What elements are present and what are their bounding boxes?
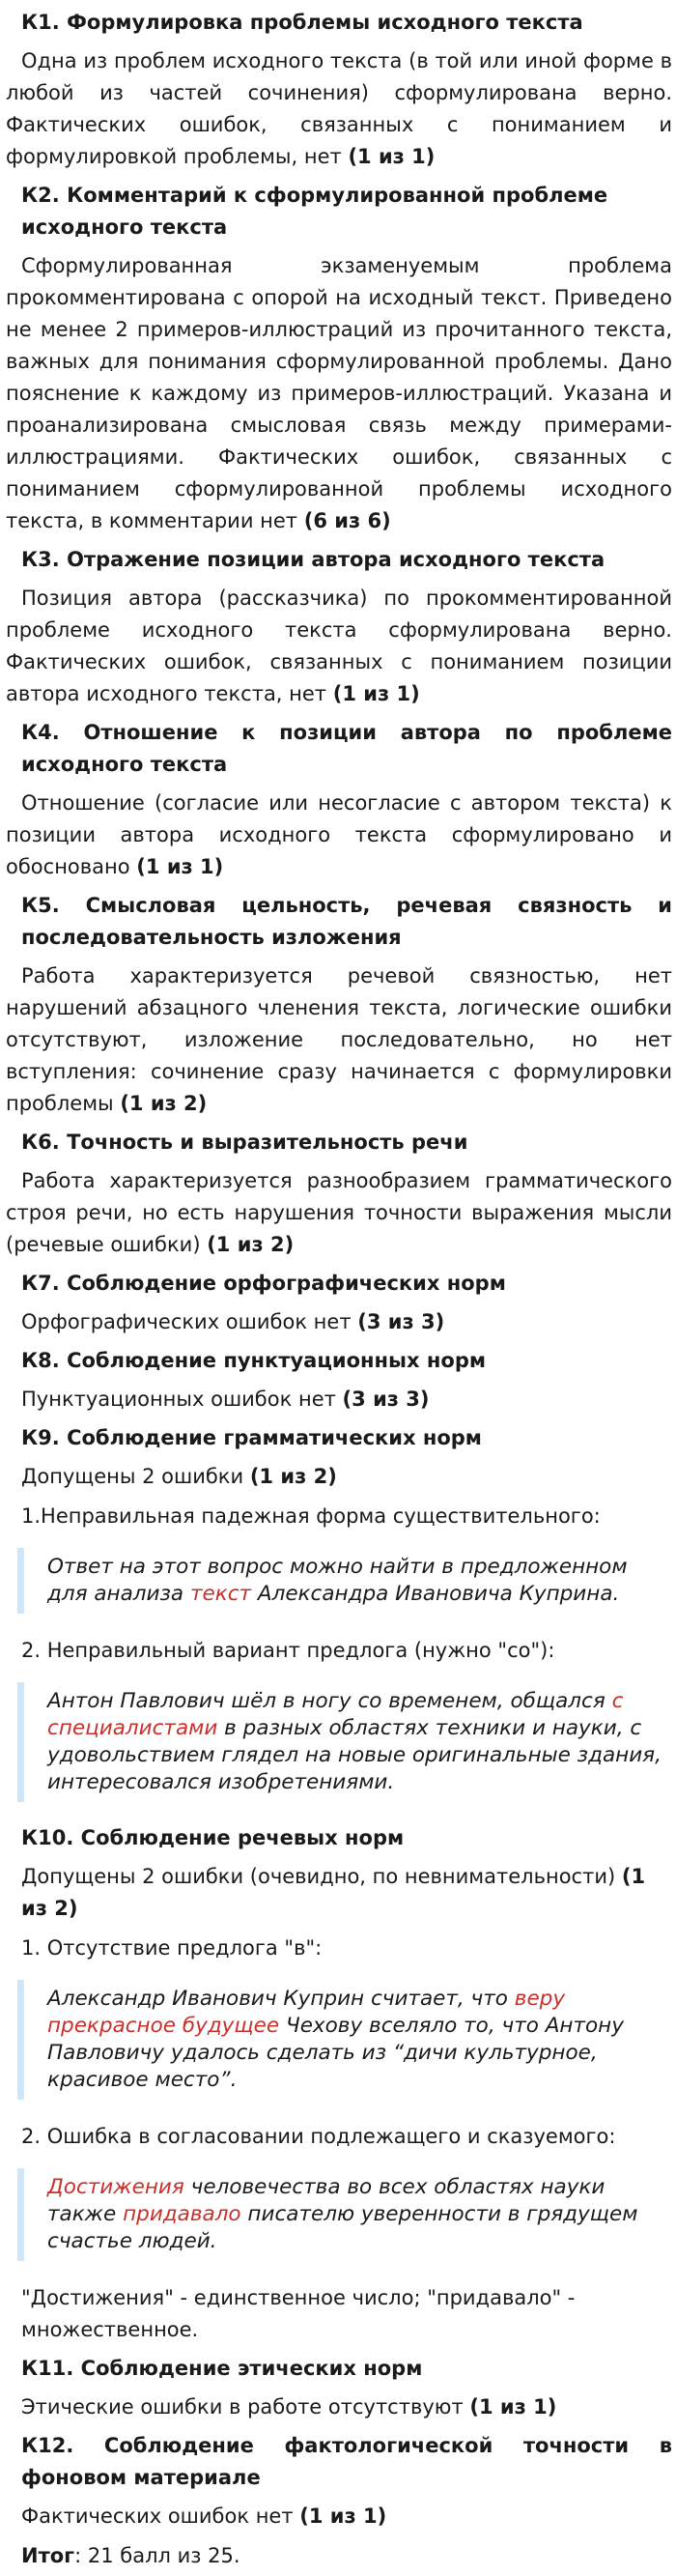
- k10-quote-1: Александр Иванович Куприн считает, что веру прекрасное будущее Чехову вселяло то, что Антону Павловичу удалось сделать из “дичи культурное, красивое место”.: [17, 1980, 676, 2100]
- k3-score: (1 из 1): [332, 682, 420, 705]
- k10-note: "Достижения" - единственное число; "придавало" - множественное.: [21, 2286, 576, 2341]
- k4-heading: К4. Отношение к позиции автора по проблеме исходного текста: [21, 721, 672, 776]
- total-label: Итог: [21, 2544, 75, 2567]
- k1-score: (1 из 1): [348, 145, 436, 168]
- k10-quote-2: Достижения человечества во всех областях науки также придавало писателю уверенности в грядущем счастье людей.: [17, 2168, 676, 2261]
- k6-heading: К6. Точность и выразительность речи: [21, 1131, 468, 1154]
- k10-quote-2-error-predicate: придавало: [123, 2202, 241, 2226]
- k9-text: Допущены 2 ошибки (1 из 2): [21, 1465, 337, 1488]
- k6-score: (1 из 2): [207, 1233, 295, 1256]
- k10-quote-1-error: веру прекрасное будущее: [47, 1987, 566, 2038]
- k9-quote-2: Антон Павлович шёл в ногу со временем, общался с специалистами в разных областях техники и науки, с удовольствием глядел на новые оригинальные здания, интересовался изобретениями.: [17, 1682, 676, 1802]
- k10-heading: К10. Соблюдение речевых норм: [21, 1826, 405, 1849]
- k12-score: (1 из 1): [299, 2504, 387, 2528]
- k10-item-2: 2. Ошибка в согласовании подлежащего и сказуемого:: [21, 2125, 616, 2148]
- k5-heading: К5. Смысловая цельность, речевая связность и последовательность изложения: [21, 894, 672, 949]
- k10-item-1: 1. Отсутствие предлога "в":: [21, 1936, 323, 1960]
- k1-heading: К1. Формулировка проблемы исходного текста: [21, 11, 583, 34]
- k3-heading: К3. Отражение позиции автора исходного текста: [21, 548, 606, 571]
- k7-score: (3 из 3): [357, 1310, 445, 1333]
- k2-heading: К2. Комментарий к сформулированной проблеме исходного текста: [21, 184, 608, 239]
- k7-heading: К7. Соблюдение орфографических норм: [21, 1272, 506, 1295]
- k9-quote-1: Ответ на этот вопрос можно найти в предложенном для анализа текст Александра Ивановича Куприна.: [17, 1548, 676, 1614]
- k10-text: Допущены 2 ошибки (очевидно, по невнимательности) (1 из 2): [21, 1865, 646, 1920]
- k11-heading: К11. Соблюдение этических норм: [21, 2357, 423, 2380]
- k9-heading: К9. Соблюдение грамматических норм: [21, 1426, 482, 1449]
- k2-score: (6 из 6): [303, 509, 391, 532]
- k9-score: (1 из 2): [249, 1465, 337, 1488]
- k4-score: (1 из 1): [136, 855, 224, 878]
- k5-text: Работа характеризуется речевой связностью, нет нарушений абзацного членения текста, логические ошибки отсутствуют, изложение последовательно, но нет вступления: сочинение сразу начинается с формулировки проблемы (1 из 2): [6, 964, 672, 1115]
- total-line: [0, 2536, 676, 2576]
- k7-text: Орфографических ошибок нет (3 из 3): [21, 1310, 445, 1333]
- k4-text: Отношение (согласие или несогласие с автором текста) к позиции автора исходного текста сформулировано и обосновано (1 из 1): [6, 791, 672, 878]
- k3-text: Позиция автора (рассказчика) по прокомментированной проблеме исходного текста сформулирована верно. Фактических ошибок, связанных с пониманием позиции автора исходного текста, нет (1 из 1): [6, 587, 672, 705]
- k8-score: (3 из 3): [342, 1388, 430, 1411]
- k11-text: Этические ошибки в работе отсутствуют (1 из 1): [21, 2395, 557, 2419]
- k10-quote-2-error-subject: Достижения: [47, 2175, 184, 2199]
- k9-quote-1-error: текст: [189, 1582, 252, 1606]
- k9-quote-2-error: с специалистами: [47, 1689, 624, 1740]
- k12-heading: К12. Соблюдение фактологической точности в фоновом материале: [21, 2434, 672, 2489]
- k11-score: (1 из 1): [469, 2395, 557, 2419]
- total-value: : 21 балл из 25.: [74, 2544, 240, 2567]
- k2-text: Сформулированная экзаменуемым проблема прокомментирована с опорой на исходный текст. Приведено не менее 2 примеров-иллюстраций из прочитанного текста, важных для понимания сформулированной проблемы. Дано пояснение к каждому из примеров-иллюстраций. Указана и проанализирована смысловая связь между примерами-иллюстрациями. Фактических ошибок, связанных с пониманием сформулированной проблемы исходного текста, в комментарии нет (6 из 6): [6, 254, 672, 532]
- k12-text: Фактических ошибок нет (1 из 1): [21, 2504, 387, 2528]
- k9-item-2: 2. Неправильный вариант предлога (нужно "со"):: [21, 1639, 555, 1662]
- k8-text: Пунктуационных ошибок нет (3 из 3): [21, 1388, 430, 1411]
- k1-text: Одна из проблем исходного текста (в той или иной форме в любой из частей сочинения) сформулирована верно. Фактических ошибок, связанных с пониманием и формулировкой проблемы, нет (1 из 1): [6, 49, 672, 168]
- k5-score: (1 из 2): [120, 1092, 208, 1115]
- k8-heading: К8. Соблюдение пунктуационных норм: [21, 1349, 487, 1372]
- k10-score: (1 из 2): [21, 1865, 646, 1920]
- k6-text: Работа характеризуется разнообразием грамматического строя речи, но есть нарушения точности выражения мысли (речевые ошибки) (1 из 2): [6, 1169, 672, 1256]
- k9-item-1: 1.Неправильная падежная форма существительного:: [21, 1504, 601, 1528]
